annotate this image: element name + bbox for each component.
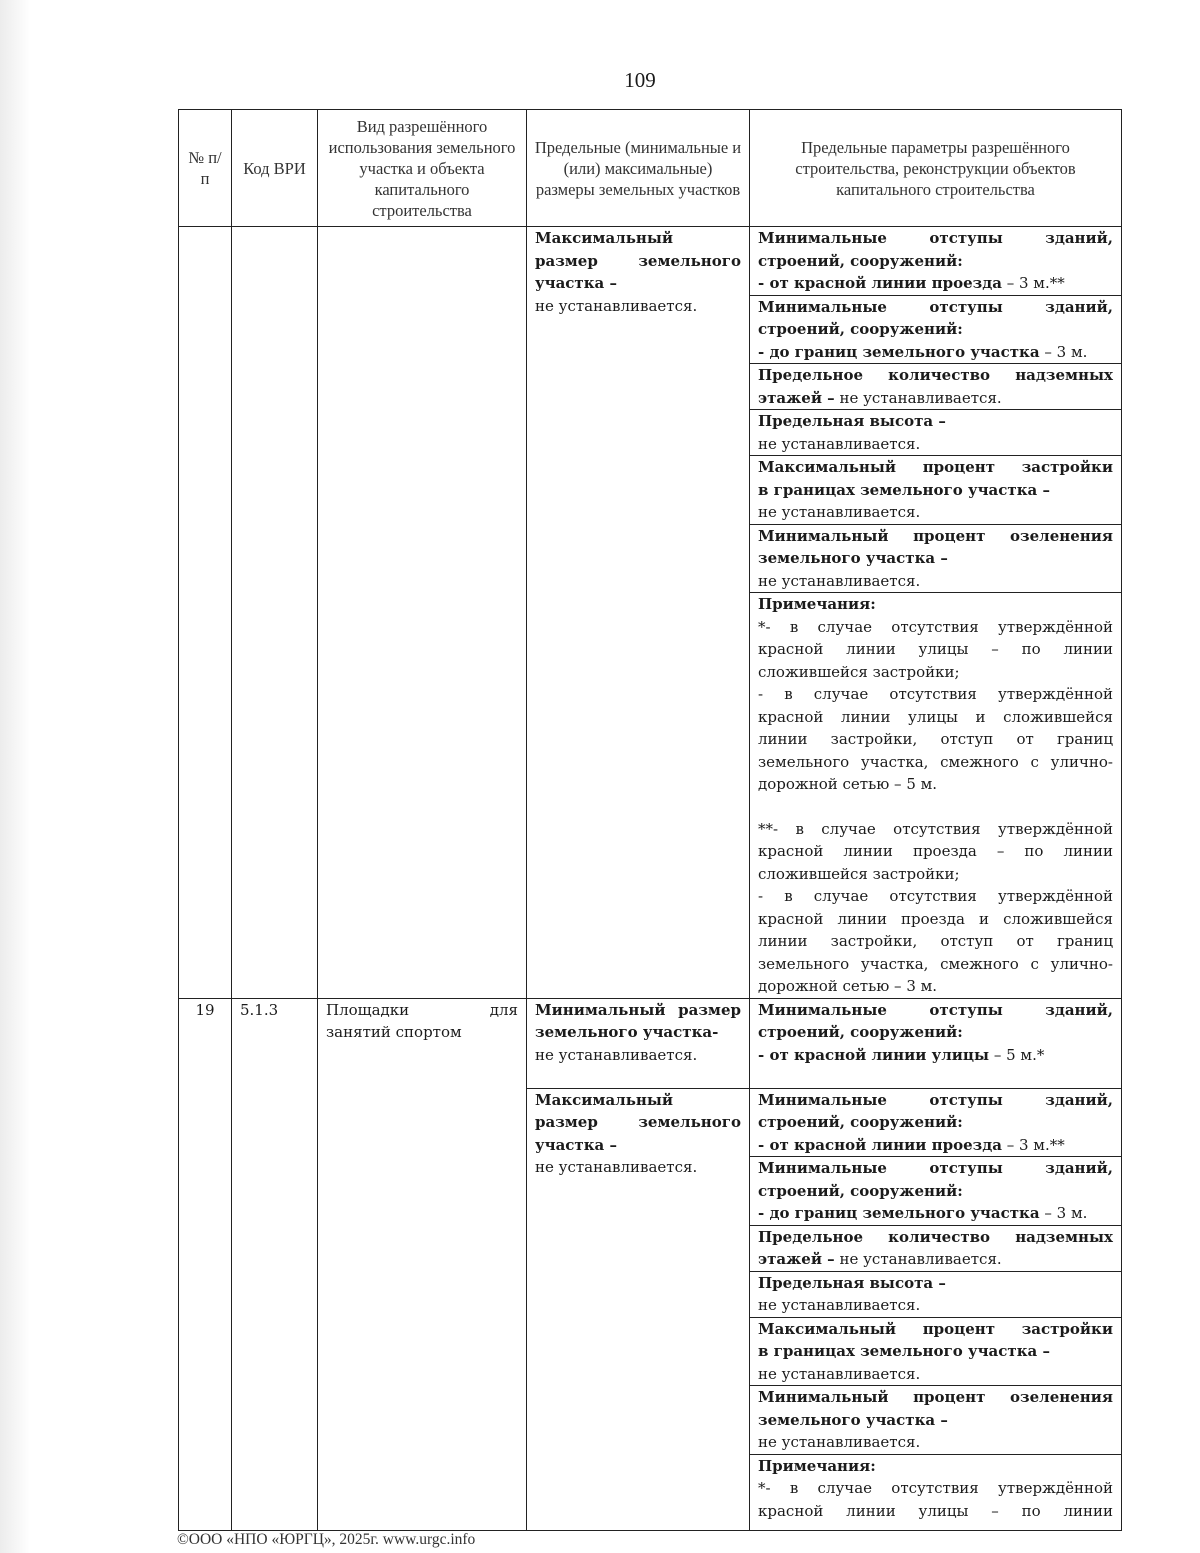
param-line: Предельная высота – <box>758 1273 946 1292</box>
param-line: земельного участка – <box>758 549 948 567</box>
row-code-cell: 5.1.3 <box>232 998 318 1530</box>
param-cell <box>750 1271 1122 1317</box>
note-line: сложившейся застройки; <box>758 864 960 883</box>
param-line: не устанавливается. <box>758 434 921 453</box>
note-line: - в случае отсутствия утверждённой <box>758 685 1113 703</box>
notes-title: Примечания: <box>758 1456 876 1475</box>
param-line: Предельная высота – <box>758 412 946 430</box>
param-line: не устанавливается. <box>758 1433 921 1451</box>
header-build-params: Предельные параметры разрешённого строительства, реконструкции объектов капитального строительства <box>750 110 1122 227</box>
param-line: - до границ земельного участка – 3 м. <box>758 1204 1088 1222</box>
note-line: красной линии проезда – по линии <box>758 842 1113 860</box>
note-line: линии застройки, отступ от границ <box>758 730 1113 748</box>
param-cell <box>750 410 1122 456</box>
regulations-table <box>178 109 1122 1531</box>
note-line: **- в случае отсутствия утверждённой <box>758 819 1113 838</box>
header-plot-sizes: Предельные (минимальные и (или) максимальные) размеры земельных участков <box>527 110 750 227</box>
note-line: красной линии улицы и сложившейся <box>758 707 1113 726</box>
note-line: *- в случае отсутствия утверждённой <box>758 1479 1113 1497</box>
param-line: строений, сооружений: <box>758 1113 963 1131</box>
row-kind-cell <box>318 227 527 999</box>
param-line: Минимальные отступы зданий, <box>758 1000 1113 1019</box>
param-line: не устанавливается. <box>758 1296 921 1314</box>
param-cell <box>750 524 1122 593</box>
param-cell <box>750 456 1122 525</box>
param-line: - от красной линии проезда – 3 м.** <box>758 274 1065 292</box>
notes-title: Примечания: <box>758 595 876 613</box>
page-number: 109 <box>624 68 656 92</box>
kind-line: Площадки для <box>326 1000 518 1019</box>
param-line: не устанавливается. <box>758 503 921 521</box>
param-line: - до границ земельного участка – 3 м. <box>758 342 1088 361</box>
max-size-cell <box>527 227 750 999</box>
note-spacer <box>758 796 1113 818</box>
table-row <box>179 227 1122 296</box>
notes-cell <box>750 1454 1122 1530</box>
param-line: Минимальные отступы зданий, <box>758 229 1113 247</box>
param-line: Минимальные отступы зданий, <box>758 1159 1113 1177</box>
size-label: Максимальный размер земельного участка – <box>535 1090 741 1154</box>
size-value: не устанавливается. <box>535 1158 698 1176</box>
param-line: Минимальные отступы зданий, <box>758 1090 1113 1109</box>
note-line: красной линии улицы – по линии <box>758 640 1113 658</box>
param-line: строений, сооружений: <box>758 1181 963 1200</box>
note-line: дорожной сетью – 5 м. <box>758 775 938 793</box>
footer-copyright: ©ООО «НПО «ЮРГЦ», 2025г. www.urgc.info <box>177 1531 476 1548</box>
header-number: № п/п <box>179 110 232 227</box>
param-line: Максимальный процент застройки <box>758 1319 1113 1338</box>
param-cell <box>750 1386 1122 1455</box>
param-cell <box>750 227 1122 296</box>
size-label: Максимальный размер земельного участка – <box>535 229 741 292</box>
param-line: Предельное количество надземных <box>758 366 1113 384</box>
param-line: строений, сооружений: <box>758 251 963 270</box>
table-row <box>179 998 1122 1088</box>
row-number-cell <box>179 227 232 999</box>
note-line: красной линии проезда и сложившейся <box>758 909 1113 928</box>
max-size-cell <box>527 1088 750 1530</box>
param-line: - от красной линии проезда – 3 м.** <box>758 1135 1065 1154</box>
note-line: линии застройки, отступ от границ <box>758 932 1113 950</box>
param-line: Максимальный процент застройки <box>758 458 1113 476</box>
param-line: этажей – не устанавливается. <box>758 388 1002 407</box>
row-code-cell <box>232 227 318 999</box>
param-cell <box>750 1088 1122 1157</box>
param-cell <box>750 364 1122 410</box>
param-line: Предельное количество надземных <box>758 1227 1113 1246</box>
table-header-row <box>179 110 1122 227</box>
note-line: земельного участка, смежного с улично- <box>758 954 1113 973</box>
size-value: не устанавливается. <box>535 296 698 315</box>
note-line: *- в случае отсутствия утверждённой <box>758 617 1113 636</box>
param-line: этажей – не устанавливается. <box>758 1250 1002 1268</box>
param-line: в границах земельного участка – <box>758 1342 1050 1360</box>
kind-line: занятий спортом <box>326 1023 462 1041</box>
size-label: Минимальный размер земельного участка- <box>535 1000 741 1041</box>
param-line: - от красной линии улицы – 5 м.* <box>758 1045 1045 1064</box>
param-line: Минимальные отступы зданий, <box>758 297 1113 316</box>
param-line: Минимальный процент озеленения <box>758 526 1113 545</box>
min-size-cell <box>527 998 750 1088</box>
param-line: не устанавливается. <box>758 571 921 590</box>
scan-shadow-edge <box>0 0 30 1553</box>
param-cell <box>750 998 1122 1088</box>
note-line: - в случае отсутствия утверждённой <box>758 887 1113 905</box>
param-cell <box>750 295 1122 364</box>
header-code: Код ВРИ <box>232 110 318 227</box>
param-line: строений, сооружений: <box>758 1023 963 1041</box>
row-kind-cell <box>318 998 527 1530</box>
param-line: земельного участка – <box>758 1410 948 1429</box>
param-cell <box>750 1317 1122 1386</box>
note-line: сложившейся застройки; <box>758 662 960 681</box>
note-line: дорожной сетью – 3 м. <box>758 977 938 995</box>
header-use-kind: Вид разрешённого использования земельного участка и объекта капитального строительства <box>318 110 527 227</box>
notes-cell <box>750 593 1122 999</box>
param-cell <box>750 1157 1122 1226</box>
param-line: строений, сооружений: <box>758 320 963 338</box>
size-value: не устанавливается. <box>535 1045 698 1064</box>
param-cell <box>750 1225 1122 1271</box>
param-line: не устанавливается. <box>758 1364 921 1383</box>
note-line: земельного участка, смежного с улично- <box>758 752 1113 771</box>
param-line: Минимальный процент озеленения <box>758 1388 1113 1406</box>
note-line: красной линии улицы – по линии <box>758 1501 1113 1520</box>
param-line: в границах земельного участка – <box>758 480 1050 499</box>
row-number-cell: 19 <box>179 998 232 1530</box>
